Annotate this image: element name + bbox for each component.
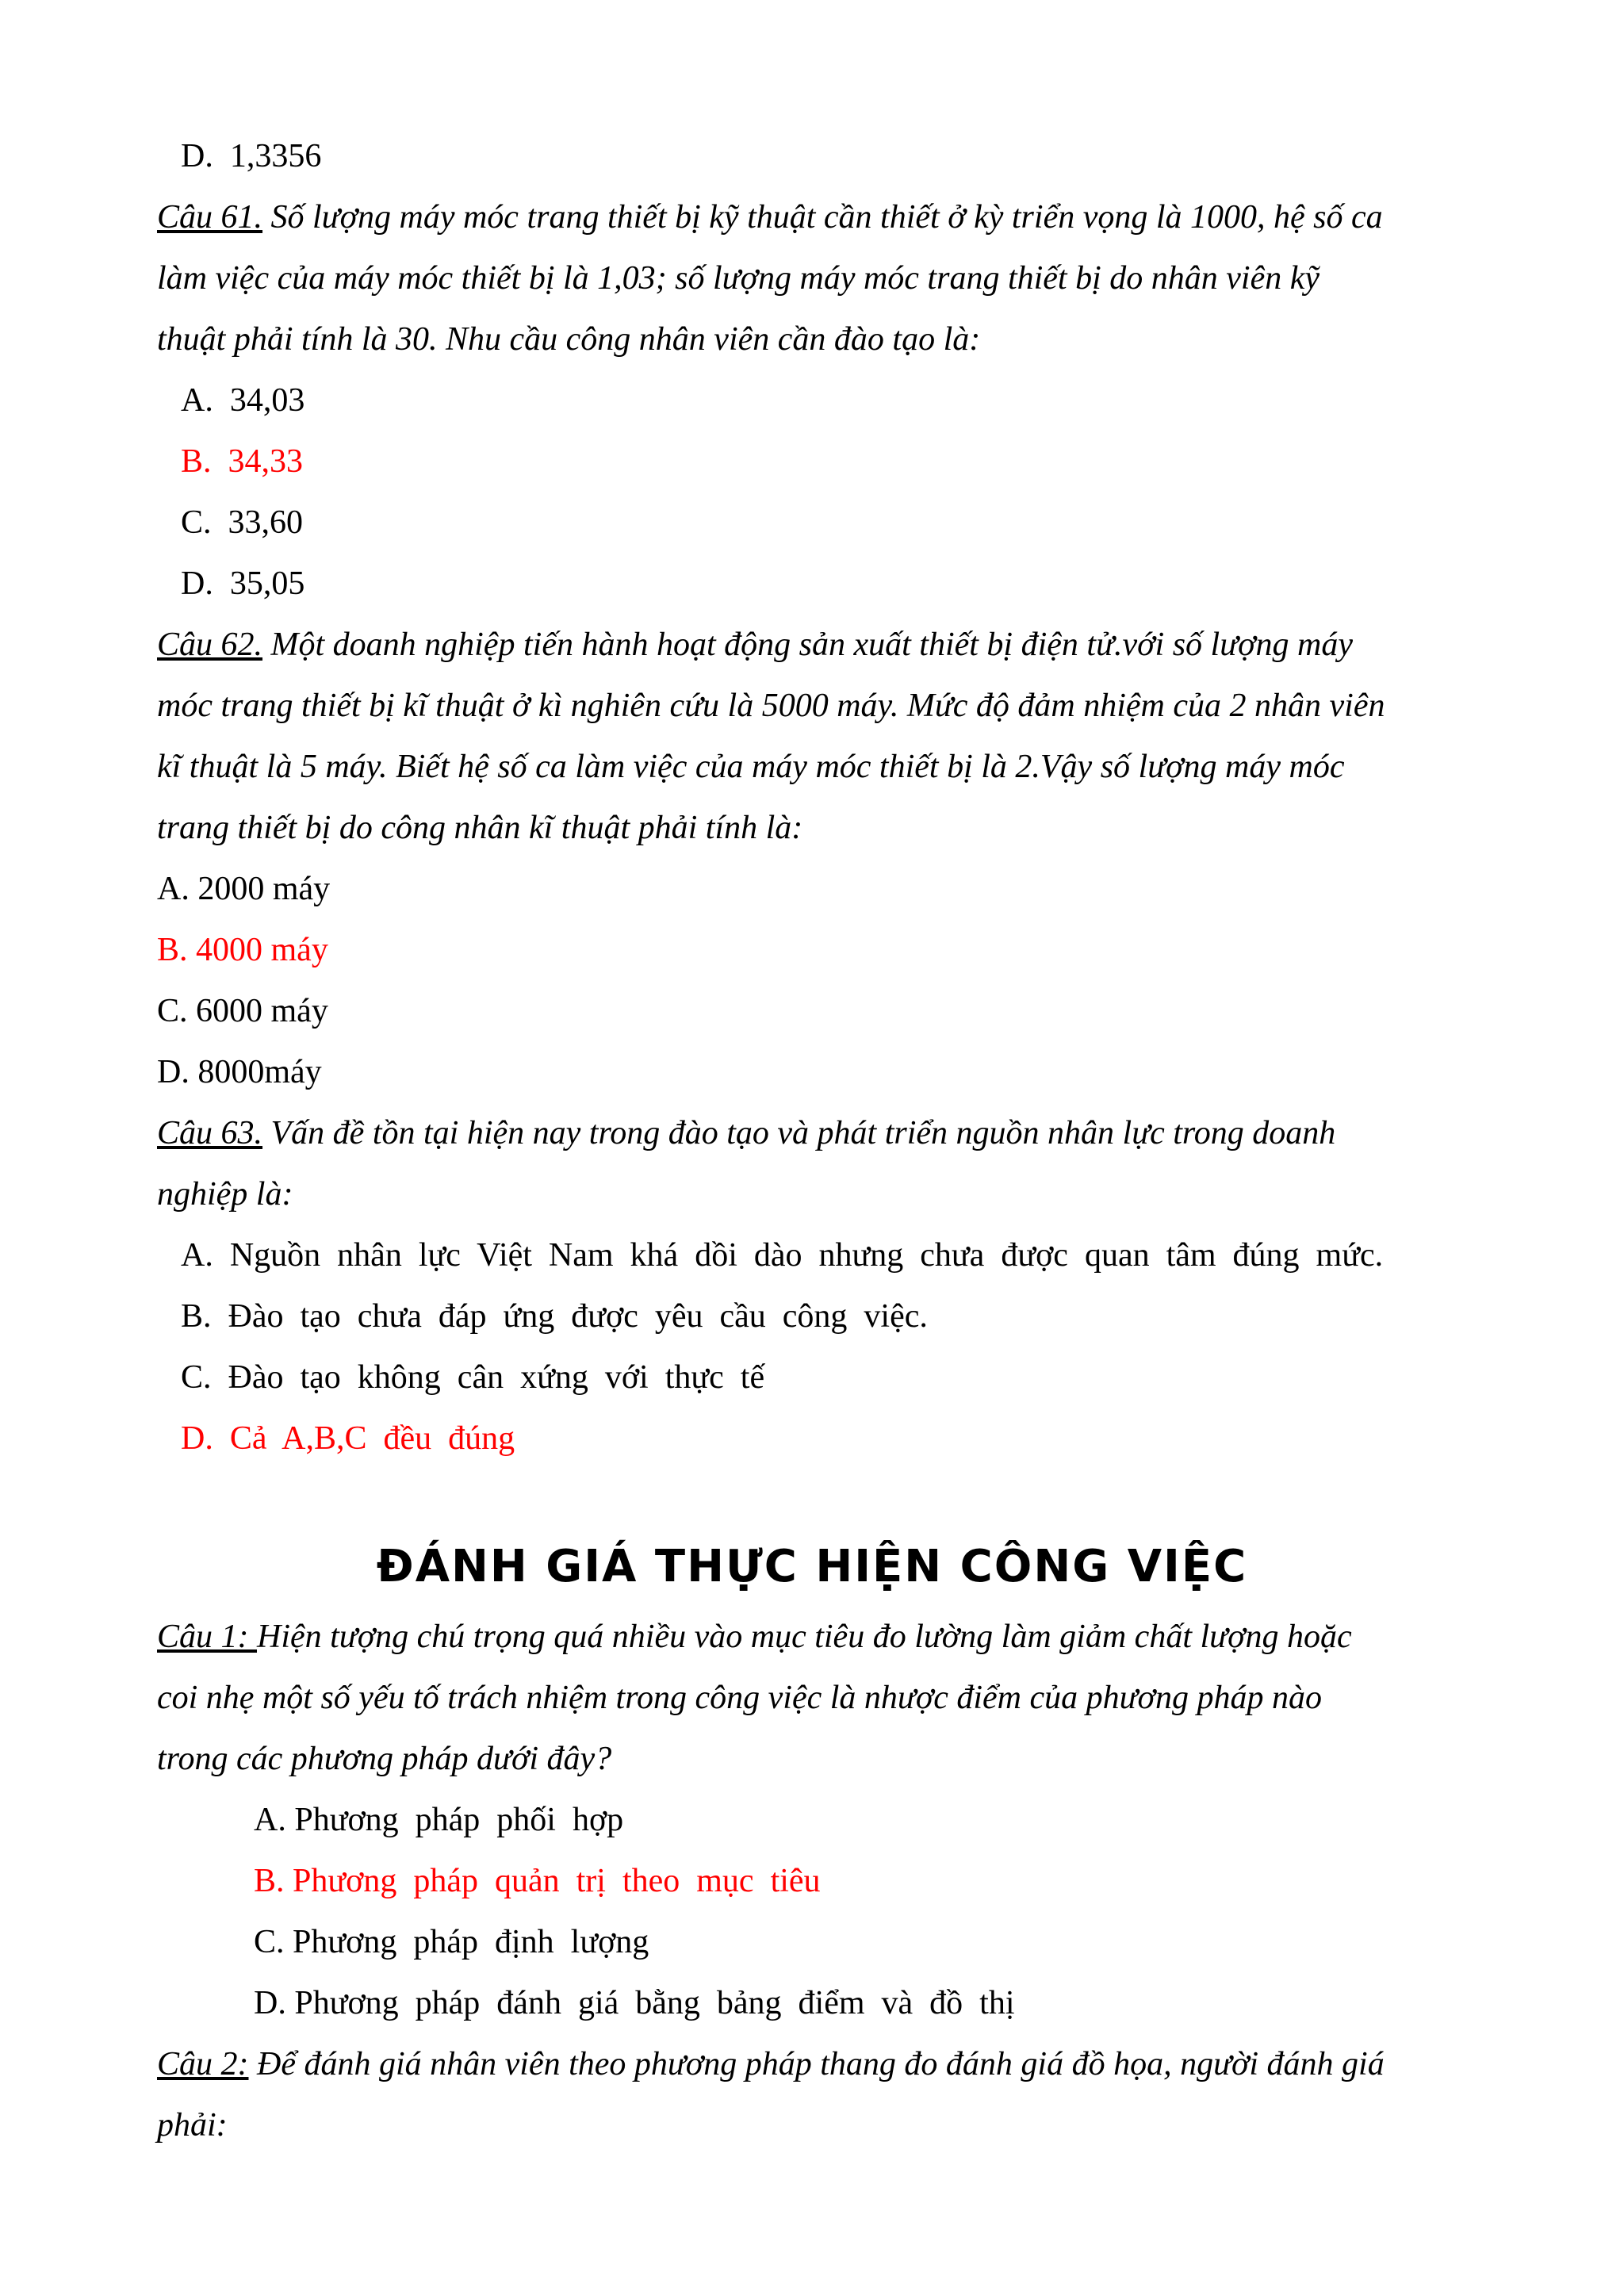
q61-line-2: làm việc của máy móc thiết bị là 1,03; số lượng máy móc trang thiết bị do nhân viên kỹ (157, 260, 1320, 297)
q63-option-a: A. Nguồn nhân lực Việt Nam khá dồi dào nhưng chưa được quan tâm đúng mức. (181, 1237, 1384, 1274)
q62-line-4: trang thiết bị do công nhân kĩ thuật phải tính là: (157, 810, 803, 846)
q61-option-c: C. 33,60 (181, 504, 304, 541)
q62-line-3: kĩ thuật là 5 máy. Biết hệ số ca làm việc của máy móc thiết bị là 2.Vậy số lượng máy móc (157, 749, 1345, 785)
q62-number: Câu 62. (157, 626, 263, 663)
section-title: ĐÁNH GIÁ THỰC HIỆN CÔNG VIỆC (376, 1541, 1248, 1592)
s2-number: Câu 2: (157, 2046, 249, 2082)
q61-option-a: A. 34,03 (181, 382, 305, 419)
s1-number: Câu 1: (157, 1619, 257, 1655)
q62-option-b-correct: B. 4000 máy (157, 932, 328, 968)
s1-line-1: Câu 1: Hiện tượng chú trọng quá nhiều vào mục tiêu đo lường làm giảm chất lượng hoặc (157, 1619, 1352, 1655)
q61-option-d: D. 35,05 (181, 565, 305, 602)
q61-line-3: thuật phải tính là 30. Nhu cầu công nhân viên cần đào tạo là: (157, 321, 981, 358)
s1-line-3: trong các phương pháp dưới đây? (157, 1741, 612, 1777)
q62-option-c: C. 6000 máy (157, 993, 328, 1029)
s1-option-b-correct: B. Phương pháp quản trị theo mục tiêu (254, 1863, 821, 1899)
q62-line-2: móc trang thiết bị kĩ thuật ở kì nghiên cứu là 5000 máy. Mức độ đảm nhiệm của 2 nhân viên (157, 688, 1385, 724)
q62-option-a: A. 2000 máy (157, 871, 331, 907)
q63-line-2: nghiệp là: (157, 1176, 293, 1213)
q61-line-1: Câu 61. Số lượng máy móc trang thiết bị kỹ thuật cần thiết ở kỳ triển vọng là 1000, hệ số ca (157, 199, 1383, 236)
s2-line-2: phải: (157, 2107, 228, 2144)
q62-option-d: D. 8000máy (157, 1054, 322, 1090)
q63-option-c: C. Đào tạo không cân xứng với thực tế (181, 1359, 765, 1396)
q62-line-1: Câu 62. Một doanh nghiệp tiến hành hoạt động sản xuất thiết bị điện tử.với số lượng máy (157, 626, 1354, 663)
q61-option-b-correct: B. 34,33 (181, 443, 304, 480)
s1-option-d: D. Phương pháp đánh giá bằng bảng điểm và đồ thị (254, 1985, 1015, 2021)
s1-option-a: A. Phương pháp phối hợp (254, 1802, 624, 1838)
s1-line-2: coi nhẹ một số yếu tố trách nhiệm trong công việc là nhược điểm của phương pháp nào (157, 1680, 1322, 1716)
q61-number: Câu 61. (157, 199, 263, 236)
prev-option-d: D. 1,3356 (181, 138, 322, 174)
q63-option-b: B. Đào tạo chưa đáp ứng được yêu cầu công việc. (181, 1298, 928, 1335)
q63-line-1: Câu 63. Vấn đề tồn tại hiện nay trong đào tạo và phát triển nguồn nhân lực trong doanh (157, 1115, 1336, 1151)
s2-line-1: Câu 2: Để đánh giá nhân viên theo phương pháp thang đo đánh giá đồ họa, người đánh giá (157, 2046, 1385, 2082)
q63-option-d-correct: D. Cả A,B,C đều đúng (181, 1420, 515, 1457)
s1-option-c: C. Phương pháp định lượng (254, 1924, 649, 1960)
q63-number: Câu 63. (157, 1115, 263, 1151)
